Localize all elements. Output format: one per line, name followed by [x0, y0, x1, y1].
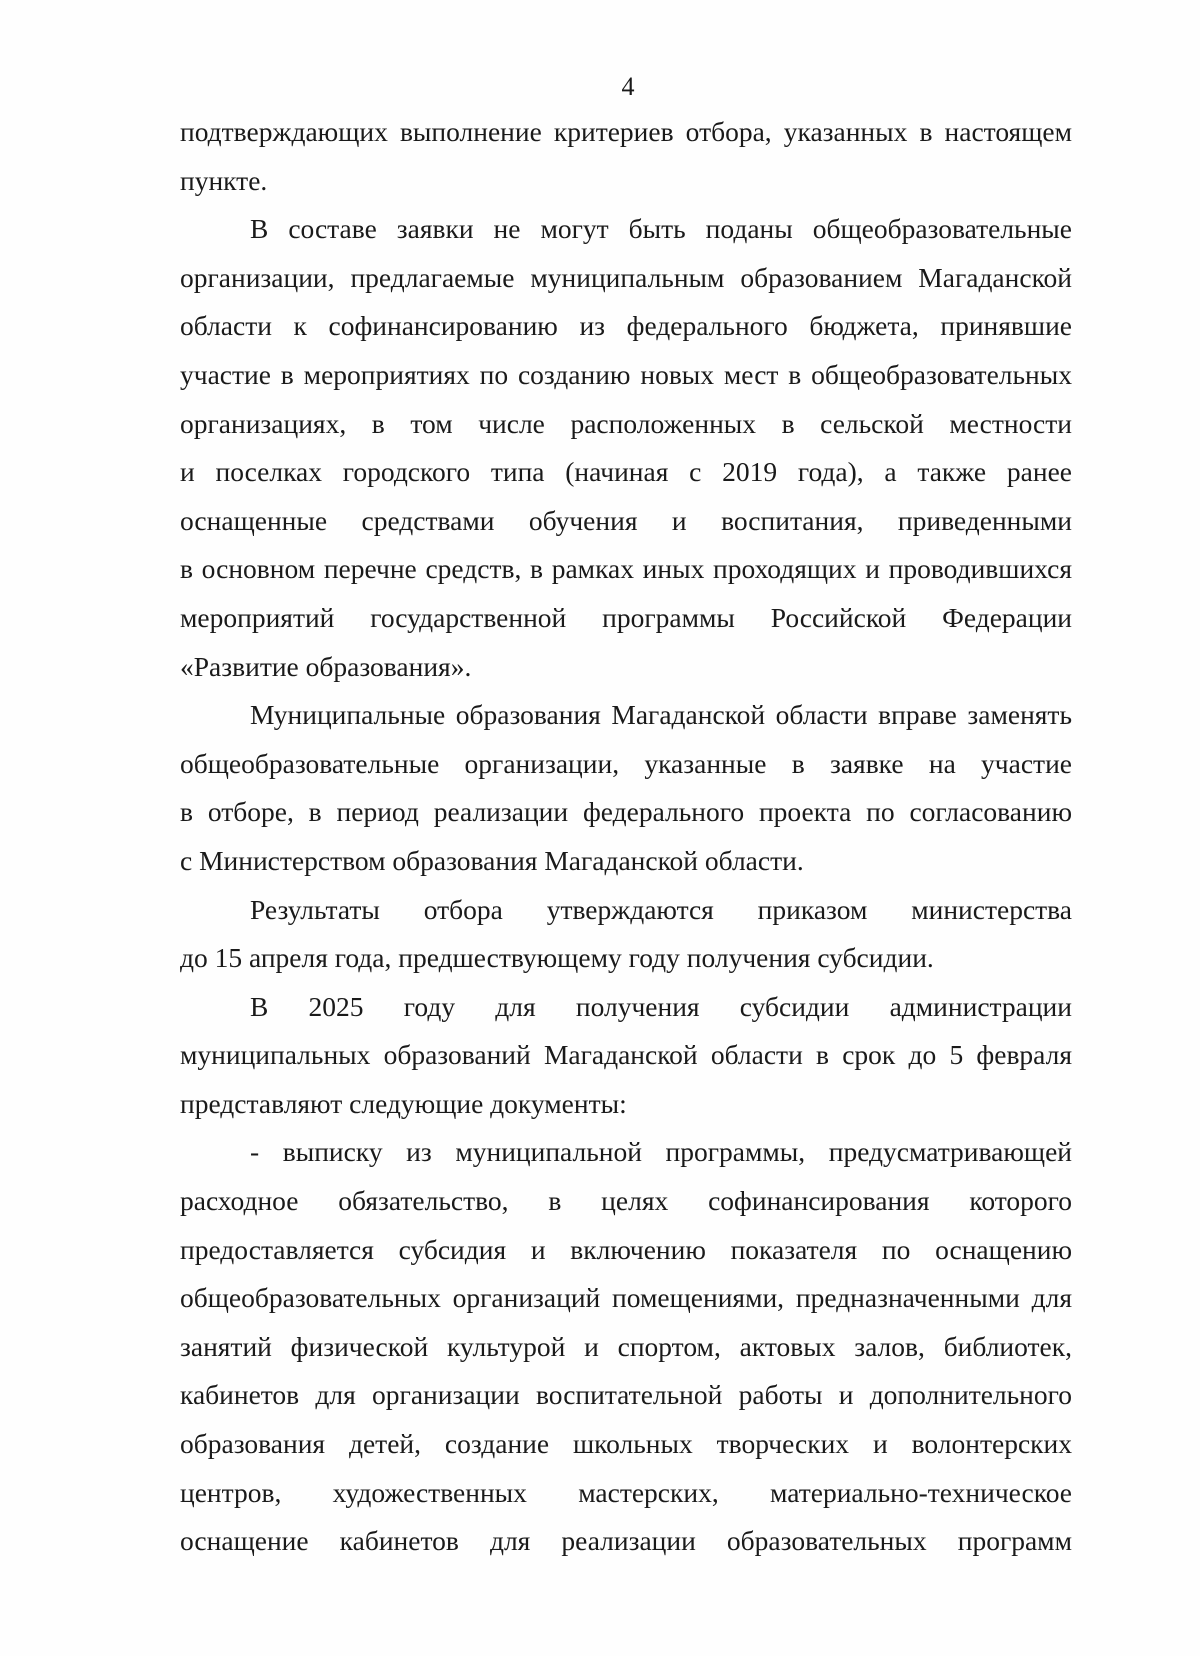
text-line: муниципальных образований Магаданской области в срок до 5 февраля: [180, 1039, 1072, 1071]
text-line: оснащение кабинетов для реализации образовательных программ: [180, 1525, 1072, 1557]
text-line: общеобразовательные организации, указанные в заявке на участие: [180, 747, 1072, 779]
text-line: представляют следующие документы:: [180, 1087, 627, 1119]
text-line: общеобразовательных организаций помещениями, предназначенными для: [180, 1282, 1072, 1314]
text-line: расходное обязательство, в целях софинансирования которого: [180, 1185, 1072, 1217]
text-line: «Развитие образования».: [180, 650, 472, 682]
text-line: занятий физической культурой и спортом, актовых залов, библиотек,: [180, 1330, 1072, 1362]
text-line: Результаты отбора утверждаются приказом министерства: [250, 893, 1072, 925]
text-line: Муниципальные образования Магаданской области вправе заменять: [250, 699, 1072, 731]
text-line: области к софинансированию из федерального бюджета, принявшие: [180, 310, 1072, 342]
text-line: В 2025 году для получения субсидии администрации: [250, 990, 1072, 1022]
text-line: в основном перечне средств, в рамках иных проходящих и проводившихся: [180, 553, 1072, 585]
body-text: [180, 108, 1072, 1566]
text-line: в отборе, в период реализации федерального проекта по согласованию: [180, 796, 1072, 828]
text-line: до 15 апреля года, предшествующему году получения субсидии.: [180, 942, 934, 974]
text-line: образования детей, создание школьных творческих и волонтерских: [180, 1428, 1072, 1460]
text-line: В составе заявки не могут быть поданы общеобразовательные: [250, 213, 1072, 245]
text-line: центров, художественных мастерских, материально-техническое: [180, 1476, 1072, 1508]
text-line: предоставляется субсидия и включению показателя по оснащению: [180, 1233, 1072, 1265]
text-line: организациях, в том числе расположенных в сельской местности: [180, 407, 1072, 439]
text-line: кабинетов для организации воспитательной работы и дополнительного: [180, 1379, 1072, 1411]
text-line: и поселках городского типа (начиная с 2019 года), а также ранее: [180, 456, 1072, 488]
page-number: 4: [621, 72, 635, 101]
text-line: пункте.: [180, 164, 268, 196]
text-line: с Министерством образования Магаданской области.: [180, 844, 804, 876]
text-line: организации, предлагаемые муниципальным образованием Магаданской: [180, 261, 1072, 293]
text-line: оснащенные средствами обучения и воспитания, приведенными: [180, 504, 1072, 536]
text-line: - выписку из муниципальной программы, предусматривающей: [250, 1136, 1072, 1168]
text-line: мероприятий государственной программы Российской Федерации: [180, 601, 1072, 633]
text-line: участие в мероприятиях по созданию новых мест в общеобразовательных: [180, 358, 1072, 390]
text-line: подтверждающих выполнение критериев отбора, указанных в настоящем: [180, 116, 1072, 147]
